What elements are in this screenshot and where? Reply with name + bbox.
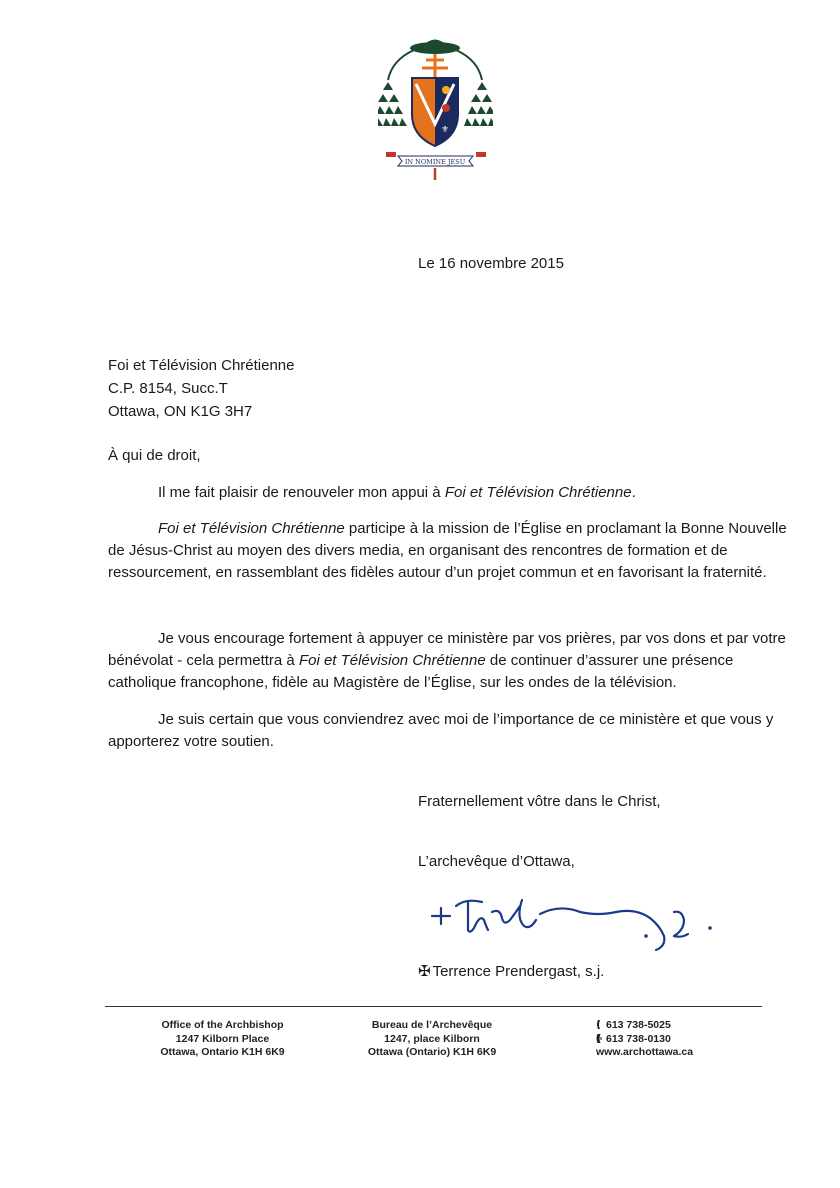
recipient-name: Foi et Télévision Chrétienne (108, 357, 295, 374)
footer-english-address (150, 1019, 295, 1060)
signer-title: L’archevêque d’Ottawa, (418, 853, 575, 870)
p3-org-name: Foi et Télévision Chrétienne (298, 652, 486, 669)
paragraph-2 (108, 518, 788, 584)
footer-en-line: Office of the Archbishop (161, 1019, 284, 1031)
footer-fr-line: Ottawa (Ontario) K1H 6K9 (367, 1046, 497, 1058)
p2-org-name: Foi et Télévision Chrétienne (158, 520, 345, 537)
letter-date: Le 16 novembre 2015 (418, 255, 564, 272)
signer-name (418, 962, 604, 980)
footer-phone: 613 738-5025 (596, 1019, 736, 1033)
footer-website: www.archottawa.ca (596, 1046, 694, 1058)
footer-fax: 613 738-0130 (596, 1033, 736, 1047)
signer-name-text: Terrence Prendergast, s.j. (432, 963, 605, 980)
footer-divider (105, 1006, 762, 1007)
footer-fr-line: 1247, place Kilborn (384, 1032, 480, 1045)
closing-phrase: Fraternellement vôtre dans le Christ, (418, 793, 661, 810)
footer-en-line: 1247 Kilborn Place (175, 1032, 270, 1045)
paragraph-1 (108, 482, 788, 504)
fax-icon (596, 1034, 603, 1043)
handwritten-signature (428, 884, 718, 954)
footer-en-line: Ottawa, Ontario K1H 6K9 (160, 1046, 285, 1058)
p1-text-a: Il me fait plaisir de renouveler mon appui à (158, 484, 445, 501)
paragraph-3 (108, 628, 788, 694)
footer-contact (596, 1019, 736, 1060)
recipient-postbox: C.P. 8154, Succ.T (108, 380, 228, 397)
telephone-icon (596, 1020, 603, 1029)
crest-motto: IN NOMINE JESU (404, 158, 466, 166)
recipient-city: Ottawa, ON K1G 3H7 (108, 403, 253, 420)
p1-text-b: . (631, 484, 636, 501)
p3-text-a: Je vous encourage fortement à appuyer ce ministère par vos prières, par vos dons et par votre bénévolat - cela permettra à (108, 630, 786, 669)
footer-fr-line: Bureau de l’Archevêque (371, 1019, 493, 1031)
svg-text:⚜: ⚜ (441, 125, 450, 135)
p3-text-b: de continuer d’assurer une présence catholique francophone, fidèle au Magistère de l’Église, sur les ondes de la télévision. (108, 652, 734, 691)
paragraph-4: Je suis certain que vous conviendrez avec moi de l’importance de ce ministère et que vous y apporterez votre soutien. (108, 711, 774, 750)
p2-text: participe à la mission de l’Église en proclamant la Bonne Nouvelle de Jésus-Christ au moyen des divers media, en organisant des rencontres de formation et de ressourcement, en rassemblant des fidèles autour d’un projet commun et en favorisant la fraternité. (108, 520, 787, 581)
p1-org-name: Foi et Télévision Chrétienne (444, 484, 632, 501)
salutation: À qui de droit, (108, 447, 201, 464)
footer-french-address (352, 1019, 512, 1060)
coat-of-arms-icon (378, 32, 493, 182)
cross-icon: ✠ (418, 963, 431, 980)
